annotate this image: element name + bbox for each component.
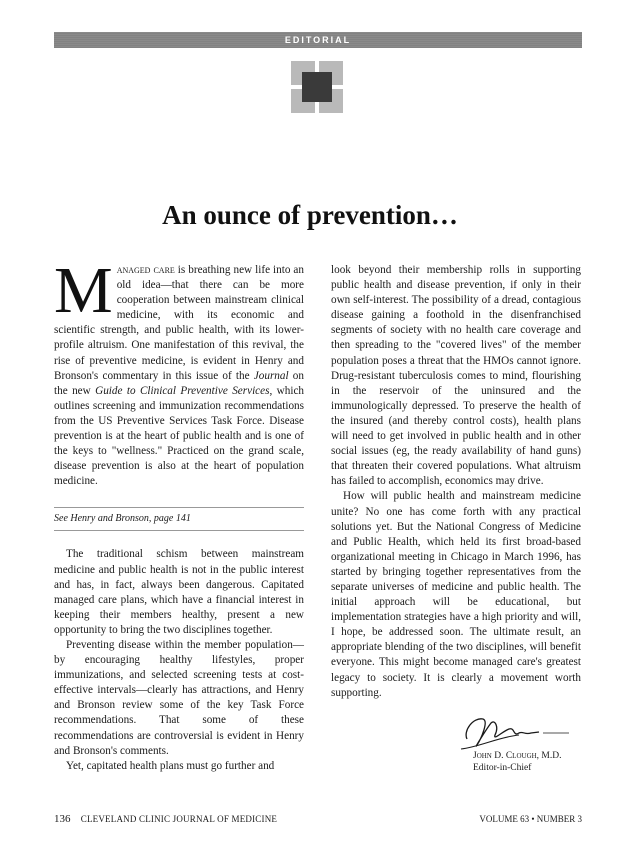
footer-journal-name: CLEVELAND CLINIC JOURNAL OF MEDICINE (80, 814, 278, 824)
paragraph-capitated: Yet, capitated health plans must go further and (66, 759, 275, 772)
page-footer (54, 813, 582, 825)
drop-cap: M (54, 254, 113, 327)
editor-name: John D. Clough, M.D. (473, 750, 562, 761)
signature-block (331, 707, 581, 779)
paragraph-continued: look beyond their membership rolls in supporting public health and disease prevention, if only in their own self-interest. The possibility of a dread, contagious disease gaining a foothold in the disenfranchised segments of society with no health care coverage and then spreading to the "covered lives" of the member population poses a threat that the HMOs cannot ignore. Drug-resistant tuberculosis comes to mind, flourishing in the reservoir of the uninsured and the immunologically depressed. To preserve the health of the insured (and thereby control costs), health plans will need to get involved in public health and in other social issues (eg, the ready availability of hand guns) that threaten their covered populations. What altruism has failed to accomplish, economics may drive. (331, 264, 581, 488)
page-number: 136 (54, 813, 71, 825)
intro-text-1: is breathing new life into an old idea—that there can be more cooperation between mainstream clinical medicine, with its economic and scientific strength, and public health, with its lower-profile altruism. One manifestation of this revival, the rise of preventive medicine, is evident in Henry and Bronson's commentary in this issue of the (54, 264, 304, 382)
intro-text-2: on the new (54, 369, 304, 397)
volume-info: VOLUME 63 • NUMBER 3 (479, 814, 582, 824)
column-left (54, 254, 305, 774)
paragraph-unite: How will public health and mainstream medicine unite? No one has come forth with any practical solutions yet. But the National Congress of Medicine and Public Health, which held its first broad-based organizational meeting in Chicago in March 1996, has started by bringing together representatives from the separate universes of medicine and public health. The initial approach will be educational, but implementation strategies have a high priority and will, I hope, be addressed soon. The ultimate result, an appropriate blending of the two disciplines, will benefit everyone. This might become managed care's greatest legacy to society. It is clearly a movement worth supporting. (331, 490, 581, 699)
editor-role: Editor-in-Chief (473, 762, 532, 773)
article-title: An ounce of prevention… (162, 200, 458, 230)
paragraph-schism: The traditional schism between mainstream medicine and public health is not in the public interest and has, in fact, always been dangerous. Capitated managed care plans, which have a financial interest in keeping their members healthy, present a new opportunity to bring the two disciplines together. (54, 548, 304, 636)
column-right (331, 263, 581, 779)
intro-text-3: , which outlines screening and immunization recommendations from the US Preventive Services Task Force. Disease prevention is at the heart of public health and is one of the keys to "wellness." Practiced on the grand scale, disease prevention is also at the heart of population medicine. (54, 384, 305, 488)
editorial-logo (291, 61, 343, 113)
paragraph-preventing: Preventing disease within the member population—by encouraging healthy lifestyles, proper immunizations, and selected screening tests at cost-effective intervals—clearly has attractions, and Henry and Bronson review some of the key Task Force recommendations. That some of these recommendations are controversial is evident in Henry and Bronson's comments. (54, 638, 304, 757)
section-label: EDITORIAL (284, 35, 352, 45)
see-also-reference: See Henry and Bronson, page 141 (54, 507, 304, 531)
lead-caps: anaged care (116, 264, 175, 276)
journal-name-inline: Journal (253, 369, 289, 382)
signature-scrawl (459, 709, 579, 755)
paragraph-intro (54, 254, 305, 489)
section-banner (54, 32, 582, 48)
signature-caption (473, 750, 562, 774)
logo-center-square (302, 72, 332, 102)
guide-title-inline: Guide to Clinical Preventive Services (95, 384, 270, 397)
